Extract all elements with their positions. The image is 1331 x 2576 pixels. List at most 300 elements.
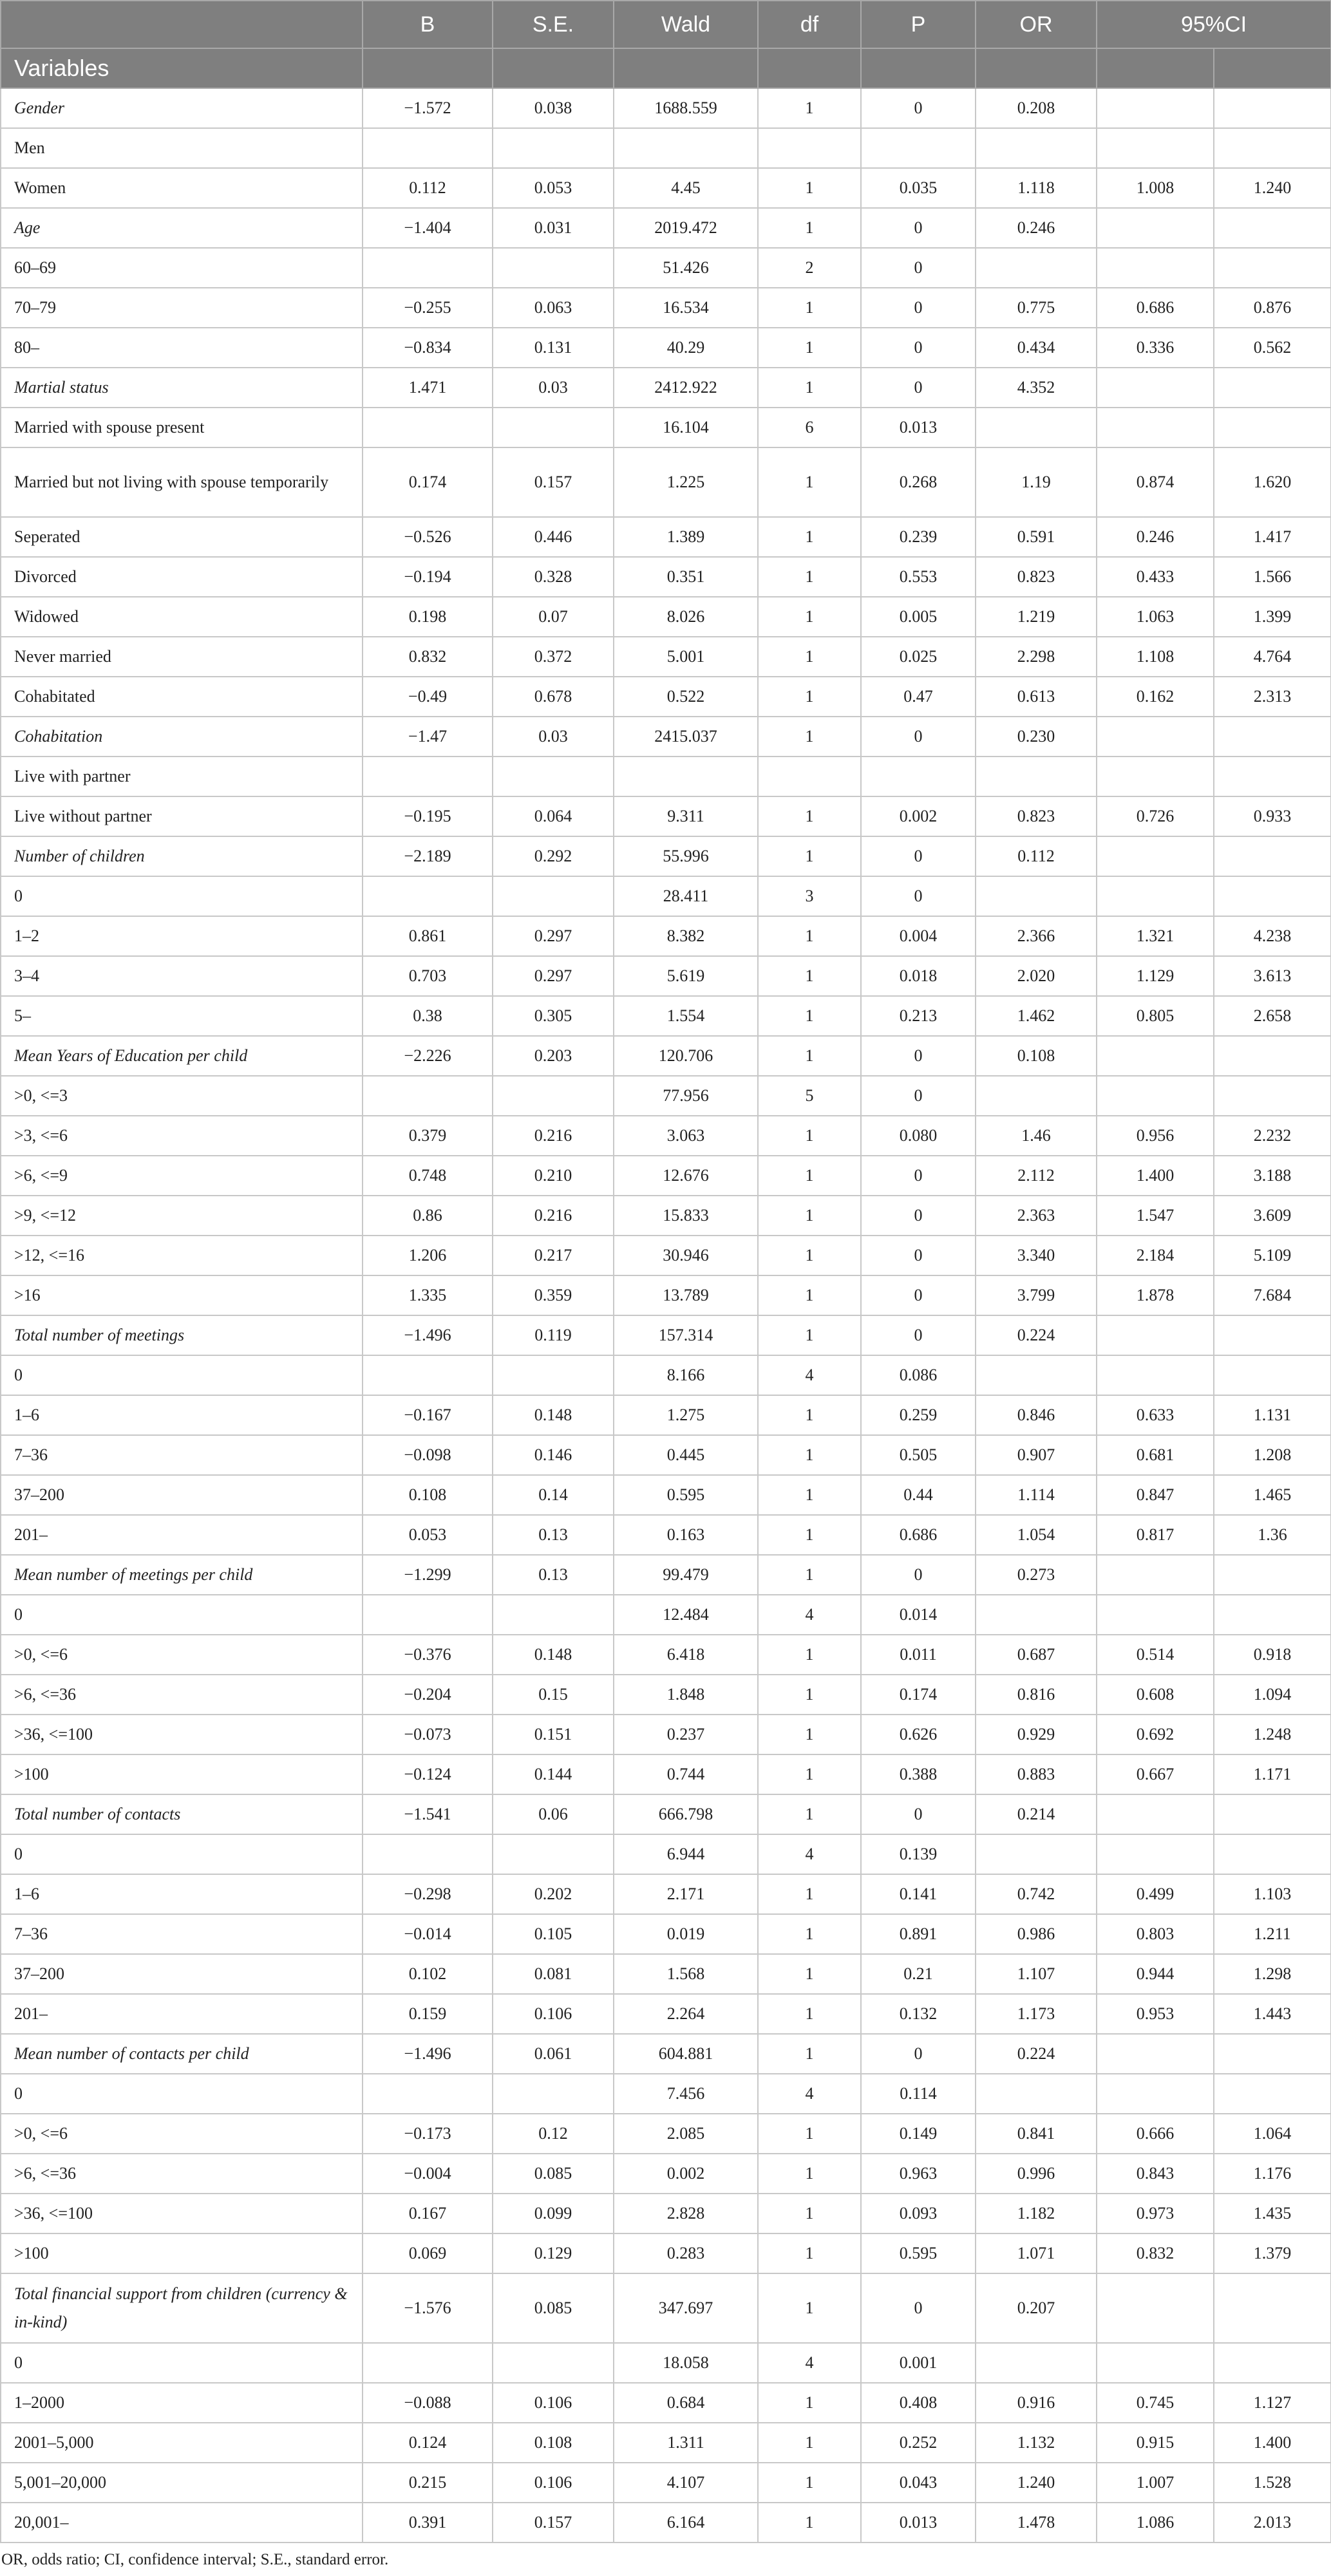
wald-cell: 2.085 <box>614 2114 758 2154</box>
p-cell: 0 <box>861 1196 976 1236</box>
df-cell: 1 <box>758 796 861 836</box>
category-row <box>1 1595 1331 1635</box>
or-cell: 2.366 <box>976 916 1097 956</box>
variable-name-cell: >0, <=6 <box>1 1635 363 1675</box>
df-cell: 1 <box>758 1036 861 1076</box>
ci-upper-cell: 7.684 <box>1214 1275 1331 1315</box>
df-cell: 1 <box>758 2423 861 2463</box>
se-cell <box>493 2343 614 2383</box>
variable-name-cell: 1–2 <box>1 916 363 956</box>
se-cell <box>493 248 614 288</box>
category-row <box>1 1675 1331 1715</box>
ci-upper-cell: 1.443 <box>1214 1994 1331 2034</box>
or-cell: 0.929 <box>976 1715 1097 1754</box>
p-cell: 0.139 <box>861 1834 976 1874</box>
p-cell: 0.025 <box>861 637 976 677</box>
wald-cell: 16.104 <box>614 408 758 447</box>
b-cell <box>363 128 493 168</box>
or-cell: 1.071 <box>976 2233 1097 2273</box>
wald-cell: 1.568 <box>614 1954 758 1994</box>
variable-name-cell: Divorced <box>1 557 363 597</box>
ci-lower-cell <box>1097 408 1214 447</box>
variable-name-cell: 2001–5,000 <box>1 2423 363 2463</box>
variable-row <box>1 1036 1331 1076</box>
df-cell: 4 <box>758 1355 861 1395</box>
p-cell: 0 <box>861 2273 976 2343</box>
p-cell: 0.005 <box>861 597 976 637</box>
or-cell: 1.132 <box>976 2423 1097 2463</box>
category-row <box>1 128 1331 168</box>
or-cell: 0.883 <box>976 1754 1097 1794</box>
variable-name-cell: Number of children <box>1 836 363 876</box>
df-cell: 1 <box>758 2463 861 2503</box>
wald-cell: 0.163 <box>614 1515 758 1555</box>
wald-cell: 3.063 <box>614 1116 758 1156</box>
ci-upper-cell: 4.764 <box>1214 637 1331 677</box>
p-cell: 0.21 <box>861 1954 976 1994</box>
p-cell: 0.043 <box>861 2463 976 2503</box>
wald-cell: 2415.037 <box>614 717 758 757</box>
variable-name-cell: 5– <box>1 996 363 1036</box>
ci-lower-cell: 1.108 <box>1097 637 1214 677</box>
b-cell <box>363 1355 493 1395</box>
se-cell: 0.217 <box>493 1236 614 1275</box>
wald-cell: 0.445 <box>614 1435 758 1475</box>
ci-lower-cell: 0.608 <box>1097 1675 1214 1715</box>
b-cell: −0.014 <box>363 1914 493 1954</box>
variable-name-cell: >0, <=6 <box>1 2114 363 2154</box>
category-row <box>1 168 1331 208</box>
or-cell: 0.823 <box>976 557 1097 597</box>
b-cell: 0.112 <box>363 168 493 208</box>
variable-name-cell: >36, <=100 <box>1 1715 363 1754</box>
wald-cell: 1.554 <box>614 996 758 1036</box>
p-cell: 0 <box>861 208 976 248</box>
ci-upper-cell <box>1214 128 1331 168</box>
ci-lower-cell: 0.956 <box>1097 1116 1214 1156</box>
b-cell: −0.526 <box>363 517 493 557</box>
wald-cell: 347.697 <box>614 2273 758 2343</box>
b-cell: −0.004 <box>363 2154 493 2194</box>
df-cell: 1 <box>758 1196 861 1236</box>
se-cell <box>493 408 614 447</box>
p-cell: 0.408 <box>861 2383 976 2423</box>
ci-lower-cell <box>1097 1595 1214 1635</box>
df-cell: 1 <box>758 2114 861 2154</box>
wald-cell: 666.798 <box>614 1794 758 1834</box>
se-cell: 0.292 <box>493 836 614 876</box>
ci-lower-cell <box>1097 88 1214 128</box>
category-row <box>1 447 1331 517</box>
b-cell: 0.167 <box>363 2194 493 2233</box>
category-row <box>1 1914 1331 1954</box>
wald-cell: 40.29 <box>614 328 758 368</box>
ci-upper-cell: 1.064 <box>1214 2114 1331 2154</box>
ci-upper-cell <box>1214 408 1331 447</box>
se-cell <box>493 1355 614 1395</box>
variable-row <box>1 368 1331 408</box>
ci-upper-cell <box>1214 248 1331 288</box>
b-cell: −0.088 <box>363 2383 493 2423</box>
ci-lower-cell <box>1097 248 1214 288</box>
ci-upper-cell <box>1214 876 1331 916</box>
p-cell: 0.553 <box>861 557 976 597</box>
or-cell: 1.173 <box>976 1994 1097 2034</box>
b-cell <box>363 1595 493 1635</box>
variable-name-cell: 1–6 <box>1 1395 363 1435</box>
table-footnote: OR, odds ratio; CI, confidence interval; S.E., standard error. <box>1 2551 389 2568</box>
b-cell: 0.832 <box>363 637 493 677</box>
or-cell: 0.996 <box>976 2154 1097 2194</box>
b-cell: 0.38 <box>363 996 493 1036</box>
b-cell <box>363 1834 493 1874</box>
ci-lower-cell: 1.008 <box>1097 168 1214 208</box>
df-cell: 1 <box>758 1715 861 1754</box>
or-cell: 1.19 <box>976 447 1097 517</box>
variable-name-cell: 0 <box>1 1834 363 1874</box>
wald-cell <box>614 128 758 168</box>
df-cell: 1 <box>758 956 861 996</box>
se-cell: 0.053 <box>493 168 614 208</box>
header-cell-or: OR <box>976 1 1097 48</box>
wald-cell: 5.619 <box>614 956 758 996</box>
wald-cell: 0.684 <box>614 2383 758 2423</box>
b-cell: −1.572 <box>363 88 493 128</box>
df-cell: 1 <box>758 1315 861 1355</box>
df-cell: 1 <box>758 2194 861 2233</box>
se-cell <box>493 1595 614 1635</box>
df-cell: 4 <box>758 2343 861 2383</box>
p-cell: 0 <box>861 717 976 757</box>
wald-cell: 7.456 <box>614 2074 758 2114</box>
df-cell: 1 <box>758 996 861 1036</box>
ci-lower-cell <box>1097 368 1214 408</box>
header-cell-wald: Wald <box>614 1 758 48</box>
wald-cell: 2019.472 <box>614 208 758 248</box>
variable-name-cell: >12, <=16 <box>1 1236 363 1275</box>
ci-upper-cell: 1.208 <box>1214 1435 1331 1475</box>
wald-cell: 6.944 <box>614 1834 758 1874</box>
ci-lower-cell: 0.805 <box>1097 996 1214 1036</box>
ci-upper-cell: 2.658 <box>1214 996 1331 1036</box>
ci-lower-cell <box>1097 876 1214 916</box>
b-cell: 0.748 <box>363 1156 493 1196</box>
se-cell: 0.216 <box>493 1196 614 1236</box>
p-cell: 0.141 <box>861 1874 976 1914</box>
ci-upper-cell: 1.131 <box>1214 1395 1331 1435</box>
df-cell: 1 <box>758 1156 861 1196</box>
ci-upper-cell: 1.417 <box>1214 517 1331 557</box>
ci-upper-cell <box>1214 1355 1331 1395</box>
se-cell: 0.297 <box>493 916 614 956</box>
category-row <box>1 1874 1331 1914</box>
b-cell: −1.404 <box>363 208 493 248</box>
variable-name-cell: 80– <box>1 328 363 368</box>
or-cell: 0.434 <box>976 328 1097 368</box>
se-cell: 0.105 <box>493 1914 614 1954</box>
df-cell: 1 <box>758 1236 861 1275</box>
ci-lower-cell: 0.686 <box>1097 288 1214 328</box>
or-cell: 0.687 <box>976 1635 1097 1675</box>
ci-lower-cell <box>1097 1794 1214 1834</box>
subheader-cell <box>976 48 1097 88</box>
p-cell: 0.174 <box>861 1675 976 1715</box>
ci-lower-cell: 0.514 <box>1097 1635 1214 1675</box>
subheader-cell <box>493 48 614 88</box>
variable-name-cell: Age <box>1 208 363 248</box>
ci-upper-cell: 0.933 <box>1214 796 1331 836</box>
wald-cell: 28.411 <box>614 876 758 916</box>
category-row <box>1 1395 1331 1435</box>
b-cell: −0.173 <box>363 2114 493 2154</box>
variable-row <box>1 1315 1331 1355</box>
variable-name-cell: Gender <box>1 88 363 128</box>
ci-upper-cell: 1.528 <box>1214 2463 1331 2503</box>
wald-cell: 8.382 <box>614 916 758 956</box>
df-cell <box>758 128 861 168</box>
df-cell: 1 <box>758 1794 861 1834</box>
ci-lower-cell: 0.915 <box>1097 2423 1214 2463</box>
variable-name-cell: Never married <box>1 637 363 677</box>
b-cell: −1.541 <box>363 1794 493 1834</box>
category-row <box>1 1275 1331 1315</box>
or-cell: 0.916 <box>976 2383 1097 2423</box>
df-cell: 1 <box>758 916 861 956</box>
or-cell <box>976 248 1097 288</box>
se-cell <box>493 2074 614 2114</box>
b-cell: −2.226 <box>363 1036 493 1076</box>
ci-upper-cell: 1.127 <box>1214 2383 1331 2423</box>
category-row <box>1 2233 1331 2273</box>
category-row <box>1 876 1331 916</box>
or-cell: 0.846 <box>976 1395 1097 1435</box>
variable-name-cell: >3, <=6 <box>1 1116 363 1156</box>
wald-cell: 0.002 <box>614 2154 758 2194</box>
se-cell: 0.106 <box>493 2463 614 2503</box>
variable-name-cell: >0, <=3 <box>1 1076 363 1116</box>
df-cell: 1 <box>758 88 861 128</box>
variable-name-cell: 0 <box>1 2074 363 2114</box>
ci-lower-cell: 1.063 <box>1097 597 1214 637</box>
ci-upper-cell <box>1214 2343 1331 2383</box>
ci-lower-cell <box>1097 836 1214 876</box>
variable-name-cell: Men <box>1 128 363 168</box>
or-cell: 1.107 <box>976 1954 1097 1994</box>
or-cell <box>976 1834 1097 1874</box>
b-cell: −1.299 <box>363 1555 493 1595</box>
b-cell: −0.195 <box>363 796 493 836</box>
or-cell <box>976 1355 1097 1395</box>
se-cell: 0.157 <box>493 2503 614 2543</box>
category-row <box>1 1994 1331 2034</box>
wald-cell: 4.107 <box>614 2463 758 2503</box>
wald-cell: 0.351 <box>614 557 758 597</box>
se-cell: 0.119 <box>493 1315 614 1355</box>
or-cell: 0.841 <box>976 2114 1097 2154</box>
ci-lower-cell: 0.692 <box>1097 1715 1214 1754</box>
category-row <box>1 956 1331 996</box>
category-row <box>1 1715 1331 1754</box>
p-cell: 0 <box>861 1315 976 1355</box>
df-cell: 1 <box>758 2503 861 2543</box>
category-row <box>1 248 1331 288</box>
se-cell <box>493 876 614 916</box>
variable-name-cell: 1–2000 <box>1 2383 363 2423</box>
ci-lower-cell <box>1097 1315 1214 1355</box>
ci-upper-cell: 3.613 <box>1214 956 1331 996</box>
category-row <box>1 2383 1331 2423</box>
p-cell: 0 <box>861 1555 976 1595</box>
b-cell: −0.204 <box>363 1675 493 1715</box>
df-cell: 4 <box>758 2074 861 2114</box>
ci-upper-cell: 1.176 <box>1214 2154 1331 2194</box>
b-cell: −1.47 <box>363 717 493 757</box>
p-cell: 0.686 <box>861 1515 976 1555</box>
p-cell: 0.259 <box>861 1395 976 1435</box>
se-cell: 0.297 <box>493 956 614 996</box>
b-cell: −1.496 <box>363 2034 493 2074</box>
wald-cell: 0.744 <box>614 1754 758 1794</box>
p-cell: 0.004 <box>861 916 976 956</box>
df-cell: 6 <box>758 408 861 447</box>
or-cell: 0.108 <box>976 1036 1097 1076</box>
ci-upper-cell: 0.876 <box>1214 288 1331 328</box>
df-cell: 1 <box>758 1675 861 1715</box>
df-cell: 1 <box>758 677 861 717</box>
ci-lower-cell: 1.129 <box>1097 956 1214 996</box>
p-cell: 0.149 <box>861 2114 976 2154</box>
variable-name-cell: Mean Years of Education per child <box>1 1036 363 1076</box>
ci-upper-cell <box>1214 1794 1331 1834</box>
wald-cell: 1.311 <box>614 2423 758 2463</box>
ci-lower-cell: 0.666 <box>1097 2114 1214 2154</box>
ci-upper-cell: 1.248 <box>1214 1715 1331 1754</box>
ci-upper-cell: 1.36 <box>1214 1515 1331 1555</box>
ci-upper-cell <box>1214 1315 1331 1355</box>
ci-lower-cell <box>1097 1036 1214 1076</box>
category-row <box>1 796 1331 836</box>
subheader-cell <box>363 48 493 88</box>
variable-name-cell: >100 <box>1 1754 363 1794</box>
p-cell: 0 <box>861 328 976 368</box>
ci-lower-cell <box>1097 2273 1214 2343</box>
p-cell: 0.086 <box>861 1355 976 1395</box>
or-cell <box>976 1595 1097 1635</box>
category-row <box>1 2114 1331 2154</box>
p-cell: 0.002 <box>861 796 976 836</box>
or-cell: 0.208 <box>976 88 1097 128</box>
category-row <box>1 1236 1331 1275</box>
b-cell <box>363 2343 493 2383</box>
ci-lower-cell: 0.667 <box>1097 1754 1214 1794</box>
category-row <box>1 1116 1331 1156</box>
ci-lower-cell <box>1097 208 1214 248</box>
se-cell: 0.372 <box>493 637 614 677</box>
se-cell: 0.106 <box>493 1994 614 2034</box>
df-cell: 1 <box>758 2383 861 2423</box>
or-cell: 0.230 <box>976 717 1097 757</box>
or-cell <box>976 876 1097 916</box>
ci-upper-cell <box>1214 1076 1331 1116</box>
p-cell <box>861 128 976 168</box>
or-cell: 0.273 <box>976 1555 1097 1595</box>
or-cell: 0.816 <box>976 1675 1097 1715</box>
ci-lower-cell: 0.499 <box>1097 1874 1214 1914</box>
category-row <box>1 1355 1331 1395</box>
wald-cell: 0.595 <box>614 1475 758 1515</box>
df-cell: 1 <box>758 836 861 876</box>
p-cell: 0.014 <box>861 1595 976 1635</box>
p-cell: 0 <box>861 1794 976 1834</box>
p-cell: 0.268 <box>861 447 976 517</box>
category-row <box>1 1156 1331 1196</box>
p-cell: 0 <box>861 1036 976 1076</box>
df-cell: 1 <box>758 1555 861 1595</box>
variable-name-cell: 60–69 <box>1 248 363 288</box>
category-row <box>1 2463 1331 2503</box>
variable-name-cell: 7–36 <box>1 1914 363 1954</box>
df-cell: 1 <box>758 557 861 597</box>
p-cell: 0.114 <box>861 2074 976 2114</box>
se-cell: 0.106 <box>493 2383 614 2423</box>
wald-cell: 2.828 <box>614 2194 758 2233</box>
p-cell: 0 <box>861 288 976 328</box>
wald-cell: 15.833 <box>614 1196 758 1236</box>
b-cell: 0.124 <box>363 2423 493 2463</box>
p-cell: 0.626 <box>861 1715 976 1754</box>
category-row <box>1 408 1331 447</box>
p-cell: 0.001 <box>861 2343 976 2383</box>
variable-name-cell: >16 <box>1 1275 363 1315</box>
variable-name-cell: 7–36 <box>1 1435 363 1475</box>
se-cell: 0.081 <box>493 1954 614 1994</box>
b-cell: 0.198 <box>363 597 493 637</box>
variable-row <box>1 88 1331 128</box>
ci-lower-cell: 0.847 <box>1097 1475 1214 1515</box>
df-cell: 1 <box>758 1475 861 1515</box>
se-cell: 0.202 <box>493 1874 614 1914</box>
ci-lower-cell: 1.321 <box>1097 916 1214 956</box>
category-row <box>1 2423 1331 2463</box>
df-cell: 1 <box>758 1515 861 1555</box>
ci-lower-cell: 0.433 <box>1097 557 1214 597</box>
df-cell: 1 <box>758 597 861 637</box>
se-cell: 0.15 <box>493 1675 614 1715</box>
ci-upper-cell <box>1214 2034 1331 2074</box>
or-cell: 1.114 <box>976 1475 1097 1515</box>
ci-upper-cell <box>1214 1036 1331 1076</box>
se-cell: 0.131 <box>493 328 614 368</box>
p-cell: 0.388 <box>861 1754 976 1794</box>
variable-name-cell: Total number of meetings <box>1 1315 363 1355</box>
or-cell: 0.986 <box>976 1914 1097 1954</box>
variable-name-cell: Widowed <box>1 597 363 637</box>
variable-name-cell: Mean number of contacts per child <box>1 2034 363 2074</box>
ci-lower-cell: 0.336 <box>1097 328 1214 368</box>
category-row <box>1 1635 1331 1675</box>
category-row <box>1 2503 1331 2543</box>
wald-cell: 8.166 <box>614 1355 758 1395</box>
b-cell: −0.834 <box>363 328 493 368</box>
df-cell: 1 <box>758 1954 861 1994</box>
wald-cell: 0.019 <box>614 1914 758 1954</box>
variable-name-cell: 0 <box>1 2343 363 2383</box>
variable-name-cell: 201– <box>1 1515 363 1555</box>
ci-lower-cell <box>1097 2343 1214 2383</box>
subheader-cell <box>1097 48 1214 88</box>
ci-upper-cell: 1.379 <box>1214 2233 1331 2273</box>
wald-cell: 55.996 <box>614 836 758 876</box>
